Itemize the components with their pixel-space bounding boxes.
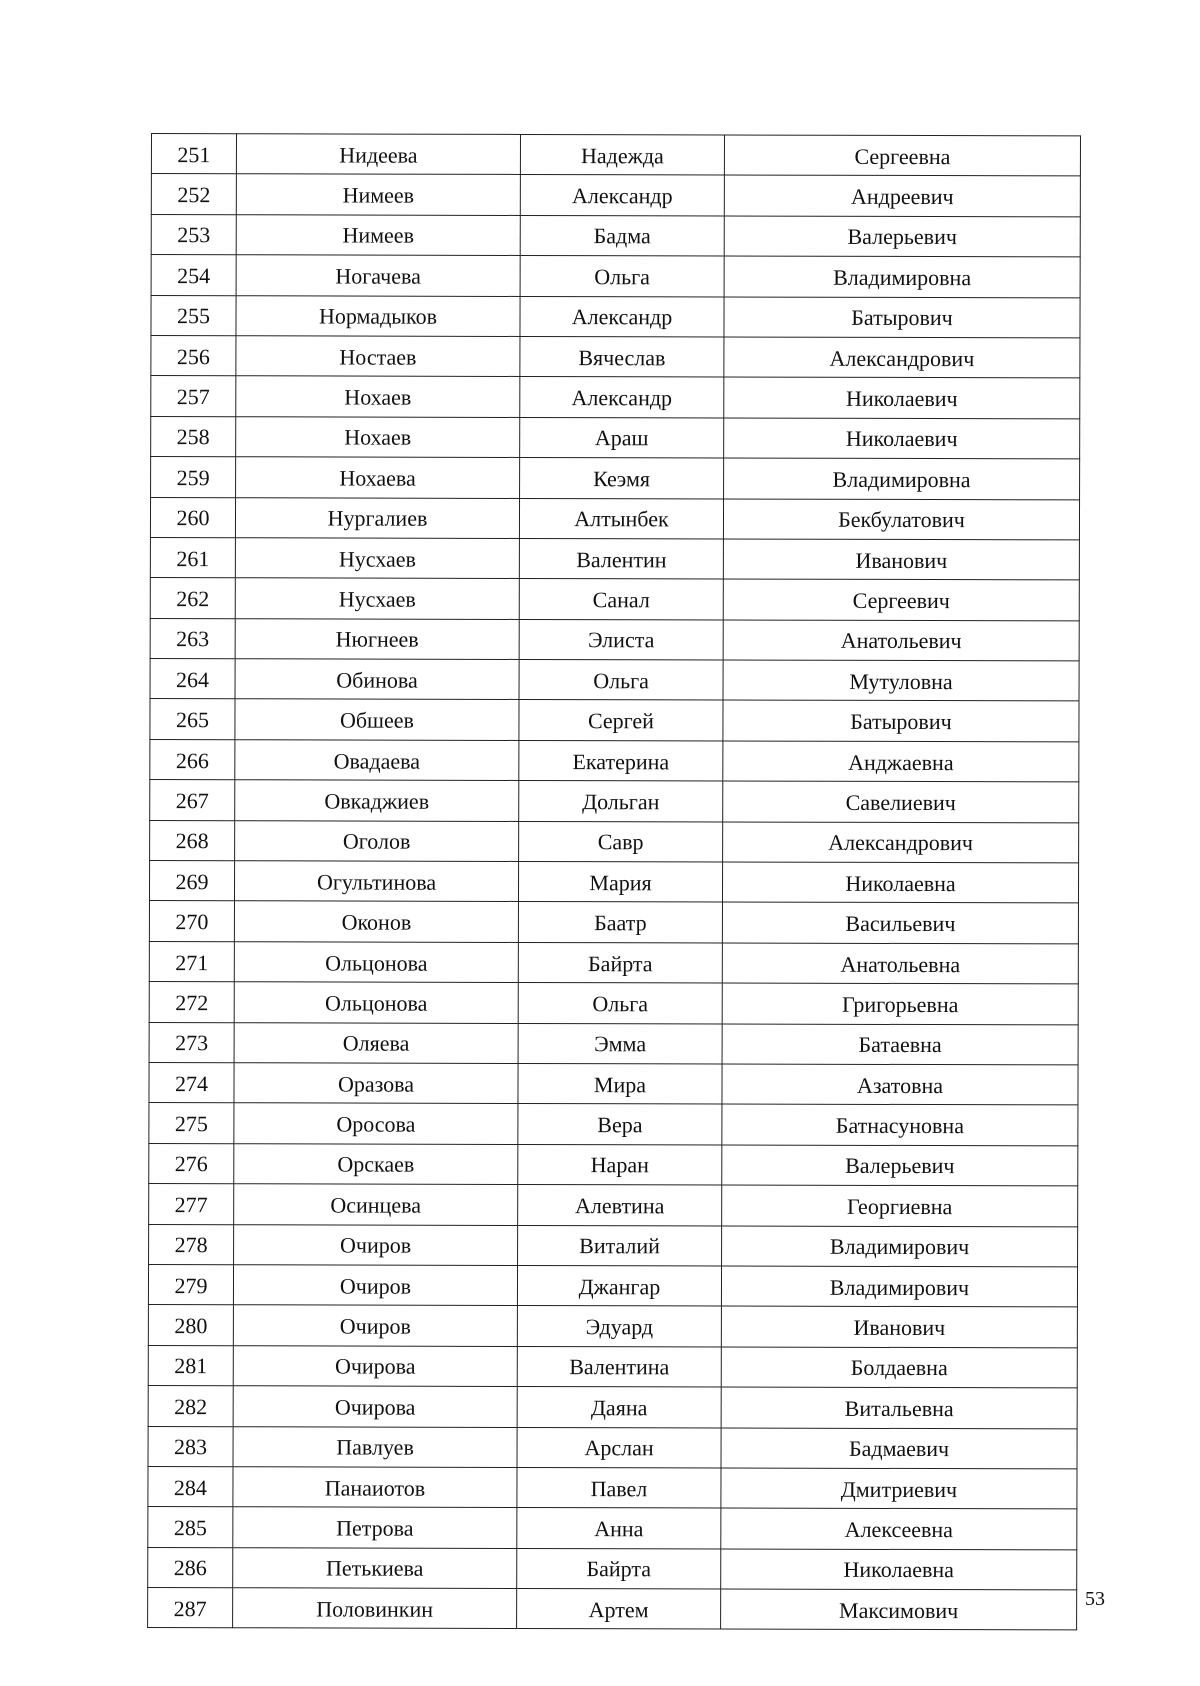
page-number: 53 xyxy=(1085,1588,1105,1610)
first-name-cell: Валентина xyxy=(517,1346,721,1387)
table-row xyxy=(149,1224,1078,1267)
last-name-cell: Обинова xyxy=(235,659,519,700)
first-name-cell: Арслан xyxy=(517,1427,721,1468)
first-name-cell: Александр xyxy=(520,377,724,418)
row-number: 273 xyxy=(149,1022,234,1063)
last-name-cell: Ольцонова xyxy=(234,942,518,983)
patronymic-cell: Бадмаевич xyxy=(721,1427,1077,1468)
patronymic-cell: Владимирович xyxy=(722,1226,1078,1267)
row-number: 287 xyxy=(148,1588,233,1629)
table-row xyxy=(149,1184,1078,1227)
patronymic-cell: Азатовна xyxy=(722,1064,1078,1105)
last-name-cell: Ностаев xyxy=(236,336,520,377)
row-number: 283 xyxy=(148,1426,233,1467)
last-name-cell: Овадаева xyxy=(235,740,519,781)
table-row xyxy=(151,295,1080,338)
last-name-cell: Оразова xyxy=(234,1063,518,1104)
patronymic-cell: Владимирович xyxy=(721,1266,1077,1307)
table-row xyxy=(149,982,1078,1025)
first-name-cell: Валентин xyxy=(519,538,723,579)
patronymic-cell: Витальевна xyxy=(721,1387,1077,1428)
patronymic-cell: Николаевна xyxy=(721,1549,1077,1590)
row-number: 267 xyxy=(150,780,235,821)
row-number: 258 xyxy=(151,416,236,457)
row-number: 268 xyxy=(150,820,235,861)
table-row xyxy=(150,497,1079,540)
patronymic-cell: Валерьевич xyxy=(724,216,1080,257)
last-name-cell: Петрова xyxy=(233,1507,517,1548)
table-row xyxy=(151,255,1080,298)
last-name-cell: Оконов xyxy=(234,901,518,942)
table-row xyxy=(149,1022,1078,1065)
table-row xyxy=(148,1305,1077,1348)
first-name-cell: Алевтина xyxy=(518,1185,722,1226)
first-name-cell: Анна xyxy=(517,1508,721,1549)
table-row xyxy=(148,1264,1077,1307)
table-row xyxy=(150,659,1079,702)
patronymic-cell: Анатольевич xyxy=(723,620,1079,661)
row-number: 253 xyxy=(151,214,236,255)
patronymic-cell: Георгиевна xyxy=(722,1185,1078,1226)
row-number: 269 xyxy=(149,861,234,902)
first-name-cell: Александр xyxy=(520,175,724,216)
last-name-cell: Нормадыков xyxy=(236,295,520,336)
patronymic-cell: Бекбулатович xyxy=(723,499,1079,540)
last-name-cell: Очирова xyxy=(233,1345,517,1386)
table-row xyxy=(150,578,1079,621)
row-number: 263 xyxy=(150,618,235,659)
first-name-cell: Санал xyxy=(519,579,723,620)
row-number: 281 xyxy=(148,1345,233,1386)
names-table xyxy=(147,133,1081,1631)
last-name-cell: Орскаев xyxy=(234,1143,518,1184)
last-name-cell: Петькиева xyxy=(233,1547,517,1588)
last-name-cell: Панаиотов xyxy=(233,1467,517,1508)
last-name-cell: Половинкин xyxy=(233,1588,517,1629)
row-number: 254 xyxy=(151,255,236,296)
first-name-cell: Надежда xyxy=(520,134,724,175)
table-row xyxy=(151,376,1080,419)
patronymic-cell: Иванович xyxy=(721,1306,1077,1347)
first-name-cell: Баатр xyxy=(518,902,722,943)
table-row xyxy=(151,457,1080,500)
first-name-cell: Даяна xyxy=(517,1387,721,1428)
table-row xyxy=(151,416,1080,459)
row-number: 276 xyxy=(149,1143,234,1184)
row-number: 251 xyxy=(151,134,236,175)
patronymic-cell: Дмитриевич xyxy=(721,1468,1077,1509)
last-name-cell: Нургалиев xyxy=(235,497,519,538)
first-name-cell: Байрта xyxy=(517,1548,721,1589)
names-table-body xyxy=(148,134,1081,1631)
row-number: 265 xyxy=(150,699,235,740)
first-name-cell: Павел xyxy=(517,1467,721,1508)
last-name-cell: Очиров xyxy=(234,1224,518,1265)
last-name-cell: Нидеева xyxy=(236,134,520,175)
table-row xyxy=(150,699,1079,742)
first-name-cell: Элиста xyxy=(519,619,723,660)
first-name-cell: Джангар xyxy=(517,1265,721,1306)
row-number: 279 xyxy=(148,1264,233,1305)
table-row xyxy=(149,1143,1078,1186)
table-row xyxy=(151,335,1080,378)
patronymic-cell: Болдаевна xyxy=(721,1347,1077,1388)
patronymic-cell: Владимировна xyxy=(724,458,1080,499)
last-name-cell: Ногачева xyxy=(236,255,520,296)
last-name-cell: Оляева xyxy=(234,1022,518,1063)
table-row xyxy=(149,941,1078,984)
table-row xyxy=(148,1588,1077,1631)
first-name-cell: Бадма xyxy=(520,215,724,256)
table-row xyxy=(148,1547,1077,1590)
last-name-cell: Нюгнеев xyxy=(235,618,519,659)
last-name-cell: Нохаев xyxy=(236,376,520,417)
row-number: 264 xyxy=(150,659,235,700)
first-name-cell: Ольга xyxy=(520,256,724,297)
last-name-cell: Нимеев xyxy=(236,215,520,256)
patronymic-cell: Батнасуновна xyxy=(722,1104,1078,1145)
table-row xyxy=(151,214,1080,257)
first-name-cell: Кеэмя xyxy=(520,458,724,499)
row-number: 285 xyxy=(148,1507,233,1548)
first-name-cell: Ольга xyxy=(519,660,723,701)
table-row xyxy=(148,1386,1077,1429)
patronymic-cell: Сергеевна xyxy=(724,135,1080,176)
row-number: 274 xyxy=(149,1062,234,1103)
row-number: 271 xyxy=(149,941,234,982)
patronymic-cell: Андреевич xyxy=(724,175,1080,216)
table-row xyxy=(149,861,1078,904)
first-name-cell: Александр xyxy=(520,296,724,337)
first-name-cell: Араш xyxy=(520,417,724,458)
last-name-cell: Нохаева xyxy=(236,457,520,498)
last-name-cell: Очиров xyxy=(233,1305,517,1346)
table-row xyxy=(150,739,1079,782)
table-row xyxy=(148,1466,1077,1509)
patronymic-cell: Алексеевна xyxy=(721,1508,1077,1549)
first-name-cell: Артем xyxy=(517,1589,721,1630)
last-name-cell: Павлуев xyxy=(233,1426,517,1467)
row-number: 284 xyxy=(148,1466,233,1507)
first-name-cell: Сергей xyxy=(519,700,723,741)
table-row xyxy=(148,1426,1077,1469)
row-number: 275 xyxy=(149,1103,234,1144)
first-name-cell: Алтынбек xyxy=(519,498,723,539)
patronymic-cell: Васильевич xyxy=(722,902,1078,943)
patronymic-cell: Батаевна xyxy=(722,1024,1078,1065)
table-row xyxy=(151,174,1080,217)
first-name-cell: Савр xyxy=(519,821,723,862)
first-name-cell: Ольга xyxy=(518,983,722,1024)
patronymic-cell: Валерьевич xyxy=(722,1145,1078,1186)
first-name-cell: Мария xyxy=(518,861,722,902)
row-number: 278 xyxy=(149,1224,234,1265)
row-number: 252 xyxy=(151,174,236,215)
row-number: 270 xyxy=(149,901,234,942)
patronymic-cell: Анатольевна xyxy=(722,943,1078,984)
patronymic-cell: Батырович xyxy=(723,700,1079,741)
row-number: 286 xyxy=(148,1547,233,1588)
patronymic-cell: Григорьевна xyxy=(722,983,1078,1024)
patronymic-cell: Мутуловна xyxy=(723,660,1079,701)
first-name-cell: Наран xyxy=(518,1144,722,1185)
table-row xyxy=(149,1103,1078,1146)
patronymic-cell: Николаевич xyxy=(724,377,1080,418)
first-name-cell: Дольган xyxy=(519,781,723,822)
first-name-cell: Эдуард xyxy=(517,1306,721,1347)
table-row xyxy=(150,537,1079,580)
row-number: 272 xyxy=(149,982,234,1023)
table-row xyxy=(151,134,1080,177)
first-name-cell: Эмма xyxy=(518,1023,722,1064)
row-number: 257 xyxy=(151,376,236,417)
patronymic-cell: Иванович xyxy=(723,539,1079,580)
row-number: 280 xyxy=(148,1305,233,1346)
patronymic-cell: Максимович xyxy=(721,1589,1077,1630)
patronymic-cell: Батырович xyxy=(724,297,1080,338)
last-name-cell: Оголов xyxy=(235,820,519,861)
patronymic-cell: Сергеевич xyxy=(723,579,1079,620)
row-number: 261 xyxy=(150,537,235,578)
patronymic-cell: Николаевна xyxy=(722,862,1078,903)
last-name-cell: Нусхаев xyxy=(235,538,519,579)
first-name-cell: Байрта xyxy=(518,942,722,983)
row-number: 259 xyxy=(151,457,236,498)
last-name-cell: Ольцонова xyxy=(234,982,518,1023)
row-number: 262 xyxy=(150,578,235,619)
last-name-cell: Нимеев xyxy=(236,174,520,215)
last-name-cell: Огультинова xyxy=(234,861,518,902)
table-row xyxy=(148,1507,1077,1550)
row-number: 282 xyxy=(148,1386,233,1427)
first-name-cell: Екатерина xyxy=(519,740,723,781)
last-name-cell: Осинцева xyxy=(234,1184,518,1225)
row-number: 277 xyxy=(149,1184,234,1225)
table-row xyxy=(148,1345,1077,1388)
last-name-cell: Нусхаев xyxy=(235,578,519,619)
row-number: 266 xyxy=(150,739,235,780)
patronymic-cell: Савелиевич xyxy=(723,781,1079,822)
patronymic-cell: Анджаевна xyxy=(723,741,1079,782)
patronymic-cell: Александрович xyxy=(723,822,1079,863)
first-name-cell: Вера xyxy=(518,1104,722,1145)
last-name-cell: Обшеев xyxy=(235,699,519,740)
first-name-cell: Вячеслав xyxy=(520,336,724,377)
table-row xyxy=(149,1062,1078,1105)
table-row xyxy=(150,820,1079,863)
last-name-cell: Оросова xyxy=(234,1103,518,1144)
table-row xyxy=(150,780,1079,823)
last-name-cell: Нохаев xyxy=(236,416,520,457)
last-name-cell: Очиров xyxy=(233,1265,517,1306)
row-number: 260 xyxy=(150,497,235,538)
patronymic-cell: Владимировна xyxy=(724,256,1080,297)
first-name-cell: Мира xyxy=(518,1063,722,1104)
row-number: 255 xyxy=(151,295,236,336)
patronymic-cell: Александрович xyxy=(724,337,1080,378)
table-row xyxy=(149,901,1078,944)
patronymic-cell: Николаевич xyxy=(724,418,1080,459)
last-name-cell: Очирова xyxy=(233,1386,517,1427)
row-number: 256 xyxy=(151,335,236,376)
table-row xyxy=(150,618,1079,661)
first-name-cell: Виталий xyxy=(518,1225,722,1266)
last-name-cell: Овкаджиев xyxy=(235,780,519,821)
